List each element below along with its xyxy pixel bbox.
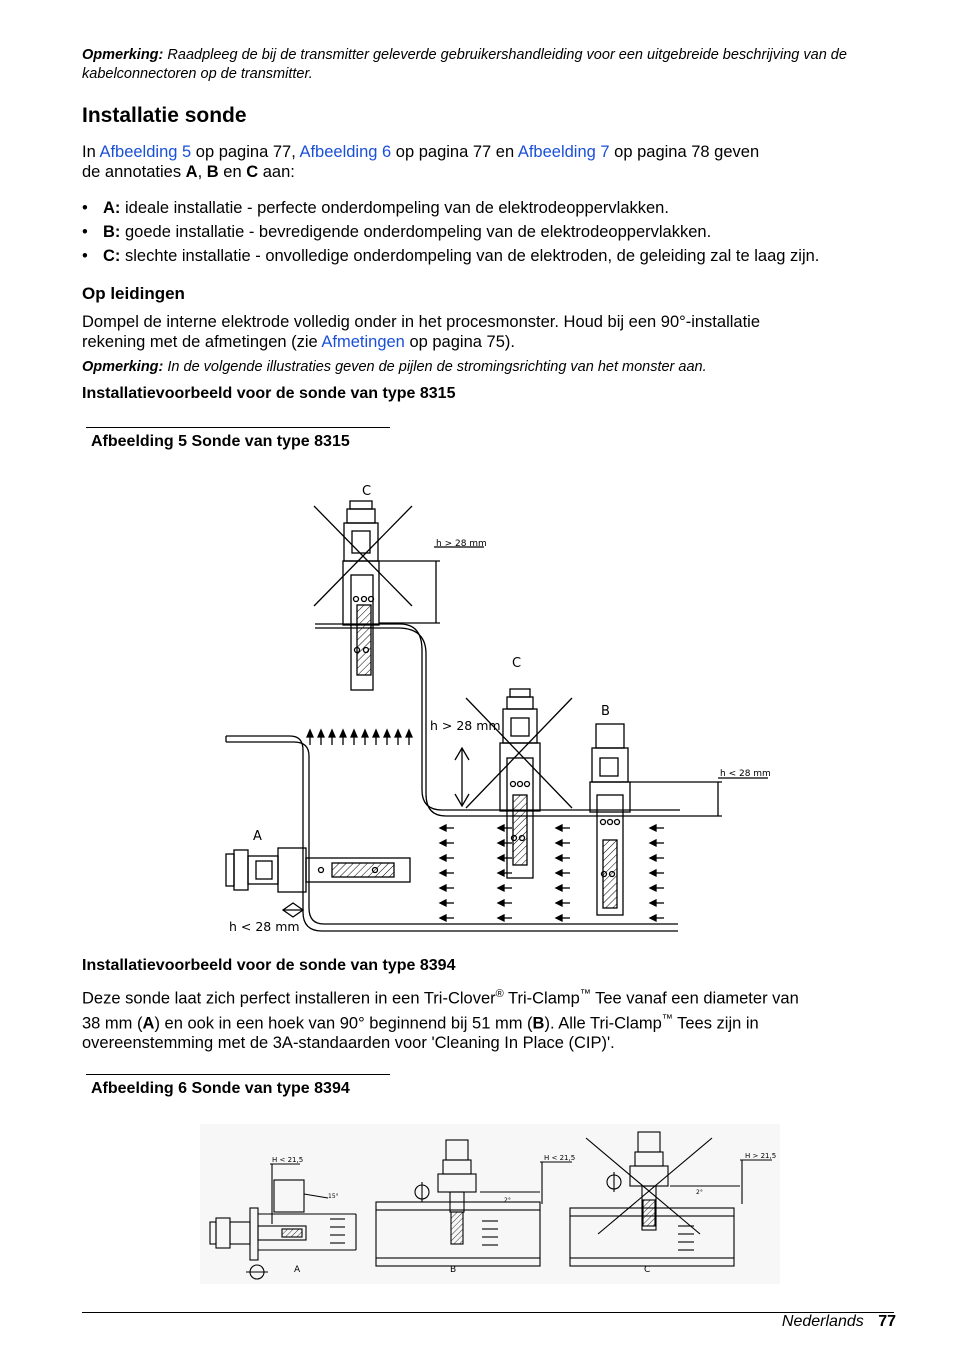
label-hc: H > 21,5 (745, 1152, 777, 1160)
bullet-key: C: (103, 247, 121, 265)
flow-arrow-head (498, 870, 504, 876)
note-label: Opmerking: (82, 359, 164, 375)
intro-text: aan: (258, 163, 295, 181)
figure-5-caption: Afbeelding 5 Sonde van type 8315 (91, 433, 350, 450)
intro-text: de annotaties (82, 163, 186, 181)
bullet-text: slechte installatie - onvolledige onderdompeling van de elektroden, de geleiding zal te laag zijn. (120, 247, 820, 265)
flow-arrow-head (498, 840, 504, 846)
flow-arrow-head (440, 885, 446, 891)
label-ha: H < 21,5 (272, 1156, 304, 1164)
flow-arrow-head (650, 825, 656, 831)
label-h-top: h > 28 mm (436, 539, 487, 549)
link-afbeelding-7[interactable]: Afbeelding 7 (517, 143, 610, 161)
para-text: overeenstemming met de 3A-standaarden voor 'Cleaning In Place (CIP)'. (82, 1034, 615, 1052)
label-h-bottom: h < 28 mm (229, 919, 300, 934)
flow-arrow-head (440, 900, 446, 906)
label-b: B (601, 704, 610, 719)
para-8394 (82, 984, 902, 1053)
example-8394-title: Installatievoorbeeld voor de sonde van type 8394 (82, 957, 456, 974)
flow-arrow-head (498, 825, 504, 831)
link-afmetingen[interactable]: Afmetingen (321, 333, 405, 351)
link-afbeelding-6[interactable]: Afbeelding 6 (299, 143, 392, 161)
bullet-key: A: (103, 199, 121, 217)
bullet-text: ideale installatie - perfecte onderdompeling van de elektrodeoppervlakken. (120, 199, 669, 217)
flow-arrow-head (650, 840, 656, 846)
pipe-text: op pagina 75). (404, 333, 515, 351)
trademark: ™ (661, 1012, 673, 1025)
probe-c-top (314, 501, 484, 690)
label-c-middle: C (512, 656, 522, 671)
para-text: 38 mm ( (82, 1014, 143, 1032)
subsection-title: Op leidingen (82, 284, 185, 303)
label-c: C (644, 1265, 651, 1275)
flow-arrow-head (650, 915, 656, 921)
flow-arrow-head (440, 915, 446, 921)
label-angle-c: 2° (696, 1189, 703, 1196)
flow-arrow-head (556, 900, 562, 906)
flow-arrow-head (650, 885, 656, 891)
label-b: B (450, 1265, 457, 1275)
bullet-key: B: (103, 223, 121, 241)
para-text: Deze sonde laat zich perfect installeren in een Tri-Clover (82, 989, 496, 1008)
link-afbeelding-5[interactable]: Afbeelding 5 (99, 143, 192, 161)
flow-arrow-head (650, 900, 656, 906)
flow-arrows-left (440, 825, 664, 921)
flow-arrow-head (556, 855, 562, 861)
para-text: Tee vanaf een diameter van (590, 989, 799, 1008)
note-text: In de volgende illustraties geven de pijlen de stromingsrichting van het monster aan. (167, 359, 707, 375)
label-h-right: h < 28 mm (720, 769, 771, 779)
intro-text: op pagina 77 en (391, 143, 518, 161)
intro-text: op pagina 78 geven (609, 143, 760, 161)
flow-arrow-head (650, 855, 656, 861)
figure-6-caption: Afbeelding 6 Sonde van type 8394 (91, 1080, 350, 1097)
figure-6-diagram (200, 1124, 780, 1284)
label-angle-a: 15° (328, 1193, 339, 1200)
flow-arrow-head (440, 855, 446, 861)
para-text: Tees zijn in (672, 1014, 759, 1032)
note-label: Opmerking: (82, 47, 164, 63)
flow-arrows-up (307, 730, 412, 745)
flow-arrow-head (556, 885, 562, 891)
intro-text: , (197, 163, 207, 181)
page-number: 77 (878, 1313, 896, 1330)
label-a: A (253, 829, 262, 844)
annotation-a: A (142, 1014, 155, 1032)
label-angle-b: 2° (504, 1197, 511, 1204)
para-text: ) en ook in een hoek van 90° beginnend bij 51 mm ( (154, 1014, 533, 1032)
flow-arrow-head (556, 915, 562, 921)
note-text: Raadpleeg de bij de transmitter geleverde gebruikershandleiding voor een uitgebreide beschrijving van de kabelconnectoren op de transmitter. (82, 47, 847, 82)
flow-arrow-head (440, 825, 446, 831)
pipe-text: rekening met de afmetingen (zie (82, 333, 322, 351)
flow-arrow-head (556, 840, 562, 846)
probe-b (590, 724, 768, 915)
bullet-text: goede installatie - bevredigende onderdompeling van de elektrodeoppervlakken. (120, 223, 712, 241)
flow-arrow-head (650, 870, 656, 876)
flow-arrow-head (556, 870, 562, 876)
flow-arrow-head (498, 855, 504, 861)
registered-mark: ® (495, 988, 504, 1000)
annotation-a: A (185, 163, 198, 181)
intro-text: In (82, 143, 100, 161)
flow-arrow-head (556, 825, 562, 831)
flow-arrow-head (498, 915, 504, 921)
footer-language: Nederlands (781, 1313, 864, 1330)
annotation-b: B (206, 163, 219, 181)
label-h-middle: h > 28 mm (430, 718, 501, 733)
footer-rule (82, 1312, 894, 1313)
flow-arrow-head (440, 870, 446, 876)
intro-text: en (218, 163, 247, 181)
trademark: ™ (579, 988, 591, 1000)
probe-a (226, 848, 410, 917)
annotation-c: C (246, 163, 259, 181)
section-title: Installatie sonde (82, 104, 247, 127)
annotation-b: B (532, 1014, 545, 1032)
intro-text: op pagina 77, (191, 143, 300, 161)
flow-arrow-head (498, 885, 504, 891)
figure-rule (86, 1074, 390, 1075)
para-text: Tri-Clamp (503, 989, 580, 1008)
para-text: ). Alle Tri-Clamp (544, 1014, 662, 1032)
label-a: A (294, 1265, 301, 1275)
pipe-text: Dompel de interne elektrode volledig onder in het procesmonster. Houd bij een 90°-installatie (82, 313, 760, 331)
label-c-top: C (362, 484, 372, 499)
label-hb: H < 21,5 (544, 1154, 576, 1162)
example-8315-title: Installatievoorbeeld voor de sonde van type 8315 (82, 385, 456, 402)
flow-arrow-head (498, 900, 504, 906)
flow-arrow-head (440, 840, 446, 846)
footer (782, 1313, 896, 1331)
